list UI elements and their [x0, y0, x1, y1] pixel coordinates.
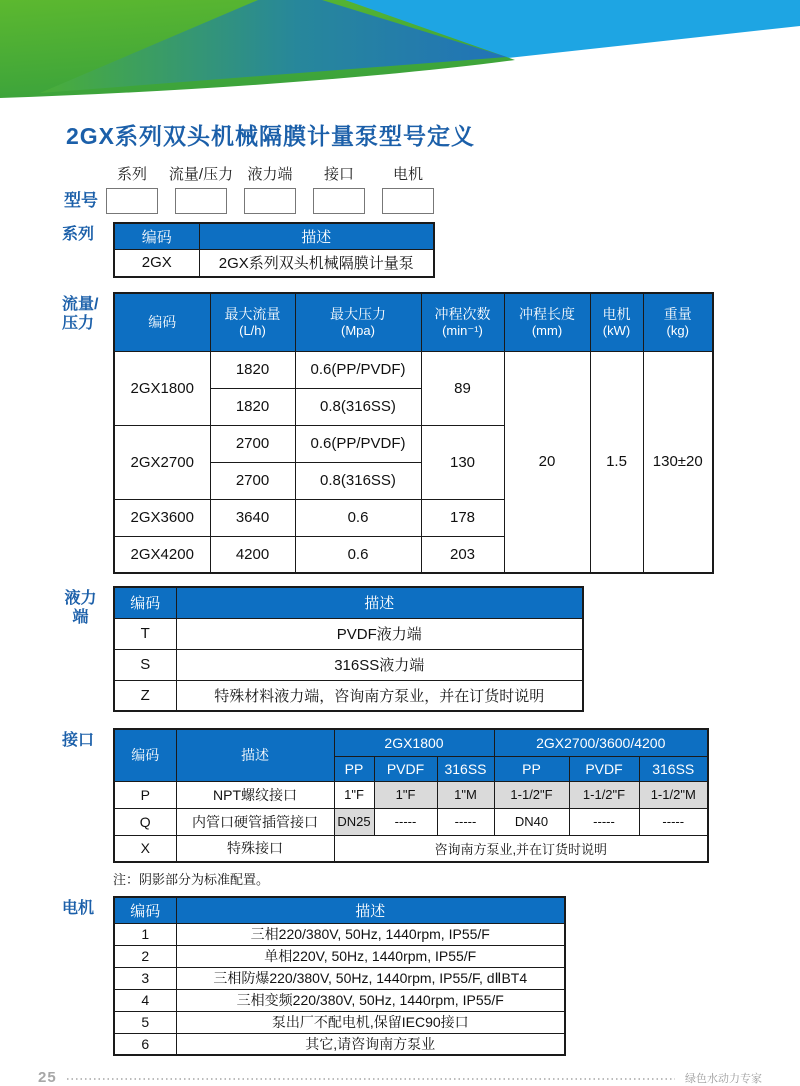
model-slot-label: 电机 [392, 166, 423, 183]
fp-code-2gx4200: 2GX4200 [114, 536, 210, 573]
model-box-hydraulic-end [244, 188, 296, 214]
int-header-code: 编码 [114, 729, 176, 781]
fp-header-stroke-length: 冲程长度 (mm) [504, 293, 590, 351]
int-code: X [114, 835, 176, 862]
motor-header-code: 编码 [114, 897, 176, 923]
int-span-text: 咨询南方泵业,并在订货时说明 [334, 835, 708, 862]
table-row [114, 249, 434, 277]
model-slot-series [106, 163, 158, 214]
int-group-2gx1800: 2GX1800 [334, 729, 494, 756]
model-box-interface [313, 188, 365, 214]
model-slot-label: 流量/压力 [168, 166, 234, 183]
fp-code-2gx3600: 2GX3600 [114, 499, 210, 536]
model-slot-flow-pressure [168, 163, 234, 214]
table-row [114, 945, 565, 967]
model-box-flow-pressure [175, 188, 227, 214]
section-motor [62, 896, 800, 1056]
table-row [114, 618, 583, 649]
fp-header-weight: 重量 (kg) [643, 293, 713, 351]
motor-code: 1 [114, 923, 176, 945]
section-label-flow-pressure: 流量/ 压力 [62, 296, 99, 332]
section-label-hydraulic-end: 液力 端 [64, 590, 97, 626]
section-label-interface: 接口 [62, 732, 95, 749]
fp-header-stroke-rate: 冲程次数 (min⁻¹) [421, 293, 504, 351]
hyd-header-desc: 描述 [176, 587, 583, 618]
motor-desc: 三相220/380V, 50Hz, 1440rpm, IP55/F [176, 923, 565, 945]
model-row [64, 163, 800, 214]
fp-pressure-value: 0.6(PP/PVDF) [295, 425, 421, 462]
model-slot-label: 系列 [116, 166, 147, 183]
fp-pressure-value: 0.6 [295, 536, 421, 573]
int-material-316ss: 316SS [639, 756, 708, 781]
hyd-desc: PVDF液力端 [176, 618, 583, 649]
table-row [114, 967, 565, 989]
motor-desc: 其它,请咨询南方泵业 [176, 1033, 565, 1055]
int-material-316ss: 316SS [437, 756, 494, 781]
table-row [114, 1033, 565, 1055]
fp-motor-kw-shared: 1.5 [590, 351, 643, 573]
motor-code: 5 [114, 1011, 176, 1033]
hyd-code: T [114, 618, 176, 649]
int-value-standard: 1-1/2"F [494, 781, 569, 808]
motor-code: 4 [114, 989, 176, 1011]
section-hydraulic-end [62, 586, 800, 712]
fp-stroke-rate-2gx4200: 203 [421, 536, 504, 573]
fp-stroke-rate-2gx3600: 178 [421, 499, 504, 536]
section-flow-pressure [62, 292, 800, 574]
model-label: 型号 [64, 191, 98, 210]
int-material-pp: PP [334, 756, 374, 781]
interface-note: 注：阴影部分为标准配置。 [113, 872, 270, 887]
table-row [114, 781, 708, 808]
int-value-standard: 1"F [374, 781, 437, 808]
int-group-2gx2700-3600-4200: 2GX2700/3600/4200 [494, 729, 708, 756]
int-material-pvdf: PVDF [374, 756, 437, 781]
motor-desc: 三相变频220/380V, 50Hz, 1440rpm, IP55/F [176, 989, 565, 1011]
int-code: P [114, 781, 176, 808]
footer-dotted-line [67, 1078, 675, 1080]
table-row [114, 835, 708, 862]
int-value-standard: 1"M [437, 781, 494, 808]
section-interface [62, 728, 800, 863]
int-material-pvdf: PVDF [569, 756, 639, 781]
int-value: ----- [374, 808, 437, 835]
banner-graphic [0, 0, 800, 100]
series-header-code: 编码 [114, 223, 199, 249]
section-label-motor: 电机 [62, 900, 95, 917]
int-desc: NPT螺纹接口 [176, 781, 334, 808]
series-code: 2GX [114, 249, 199, 277]
int-desc: 内管口硬管插管接口 [176, 808, 334, 835]
motor-code: 3 [114, 967, 176, 989]
int-value: ----- [569, 808, 639, 835]
series-table [113, 222, 435, 278]
table-row [114, 351, 713, 388]
interface-table [113, 728, 709, 863]
motor-code: 6 [114, 1033, 176, 1055]
fp-header-max-flow: 最大流量 (L/h) [210, 293, 295, 351]
table-row [114, 680, 583, 711]
hyd-code: Z [114, 680, 176, 711]
motor-desc: 泵出厂不配电机,保留IEC90接口 [176, 1011, 565, 1033]
fp-flow-value: 2700 [210, 462, 295, 499]
int-value-standard: DN25 [334, 808, 374, 835]
fp-stroke-rate-2gx2700: 130 [421, 425, 504, 499]
fp-stroke-length-shared: 20 [504, 351, 590, 573]
page-footer [38, 1069, 762, 1086]
motor-desc: 三相防爆220/380V, 50Hz, 1440rpm, IP55/F, dⅡBT4 [176, 967, 565, 989]
model-slot-label: 接口 [323, 166, 354, 183]
table-row [114, 808, 708, 835]
fp-pressure-value: 0.6 [295, 499, 421, 536]
page-title: 2GX系列双头机械隔膜计量泵型号定义 [66, 123, 476, 149]
motor-header-desc: 描述 [176, 897, 565, 923]
fp-flow-value: 1820 [210, 351, 295, 388]
table-row [114, 989, 565, 1011]
fp-pressure-value: 0.6(PP/PVDF) [295, 351, 421, 388]
motor-table [113, 896, 566, 1056]
section-label-series: 系列 [62, 226, 95, 243]
model-box-motor [382, 188, 434, 214]
fp-weight-shared: 130±20 [643, 351, 713, 573]
fp-flow-value: 1820 [210, 388, 295, 425]
model-slot-motor [382, 163, 434, 214]
int-value: DN40 [494, 808, 569, 835]
model-box-series [106, 188, 158, 214]
fp-header-motor: 电机 (kW) [590, 293, 643, 351]
int-material-pp: PP [494, 756, 569, 781]
int-header-desc: 描述 [176, 729, 334, 781]
fp-flow-value: 4200 [210, 536, 295, 573]
int-value-standard: 1-1/2"M [639, 781, 708, 808]
int-desc: 特殊接口 [176, 835, 334, 862]
fp-flow-value: 3640 [210, 499, 295, 536]
fp-header-code: 编码 [114, 293, 210, 351]
model-slot-interface [313, 163, 365, 214]
model-slots [106, 163, 451, 214]
fp-stroke-rate-2gx1800: 89 [421, 351, 504, 425]
int-value: ----- [639, 808, 708, 835]
footer-tagline: 绿色水动力专家 [685, 1072, 762, 1085]
fp-pressure-value: 0.8(316SS) [295, 462, 421, 499]
table-row [114, 649, 583, 680]
hyd-desc: 316SS液力端 [176, 649, 583, 680]
model-slot-label: 液力端 [247, 166, 293, 183]
int-value: ----- [437, 808, 494, 835]
int-value: 1"F [334, 781, 374, 808]
hydraulic-end-table [113, 586, 584, 712]
fp-code-2gx2700: 2GX2700 [114, 425, 210, 499]
page-number: 25 [38, 1069, 57, 1086]
int-code: Q [114, 808, 176, 835]
series-desc: 2GX系列双头机械隔膜计量泵 [199, 249, 434, 277]
series-header-desc: 描述 [199, 223, 434, 249]
motor-desc: 单相220V, 50Hz, 1440rpm, IP55/F [176, 945, 565, 967]
fp-flow-value: 2700 [210, 425, 295, 462]
hyd-header-code: 编码 [114, 587, 176, 618]
table-row [114, 1011, 565, 1033]
fp-header-max-pressure: 最大压力 (Mpa) [295, 293, 421, 351]
int-value-standard: 1-1/2"F [569, 781, 639, 808]
section-series [62, 222, 800, 278]
model-slot-hydraulic-end [244, 163, 296, 214]
flow-pressure-table [113, 292, 714, 574]
fp-code-2gx1800: 2GX1800 [114, 351, 210, 425]
fp-pressure-value: 0.8(316SS) [295, 388, 421, 425]
hyd-code: S [114, 649, 176, 680]
table-row [114, 923, 565, 945]
motor-code: 2 [114, 945, 176, 967]
hyd-desc: 特殊材料液力端，咨询南方泵业，并在订货时说明 [176, 680, 583, 711]
